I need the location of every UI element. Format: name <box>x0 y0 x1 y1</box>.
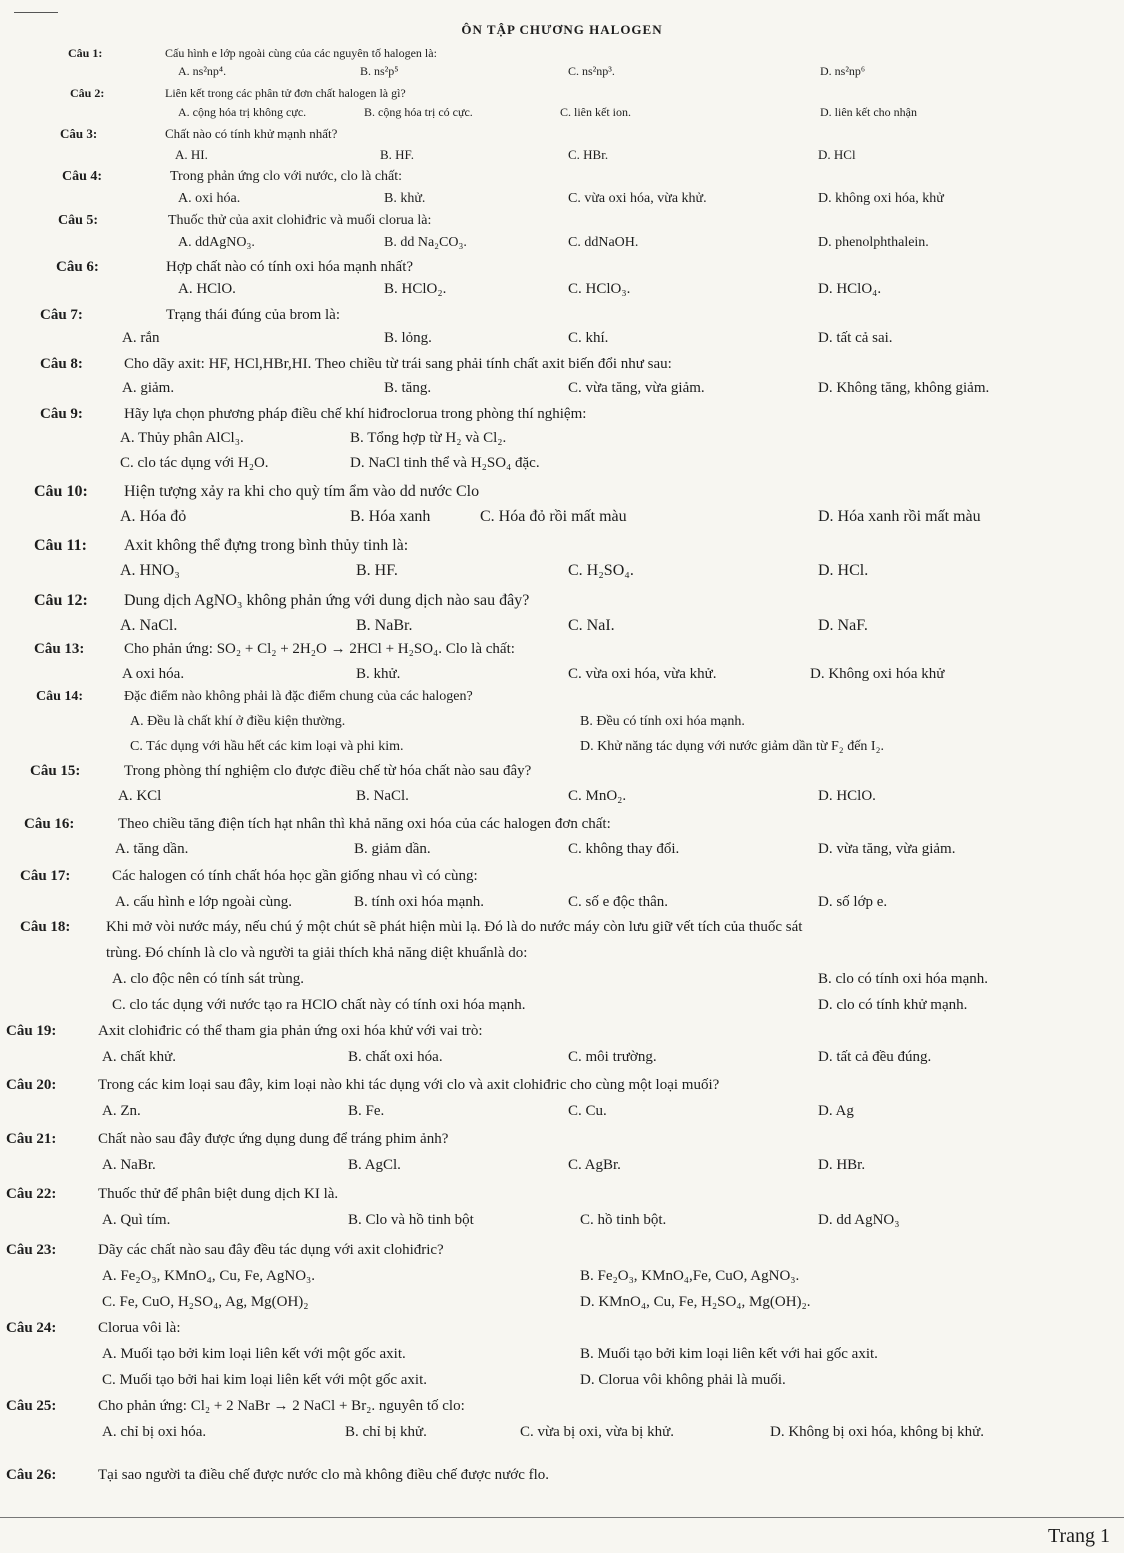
answer-option[interactable]: D. Khử năng tác dụng với nước giảm dần từ F₂ đến I₂. <box>580 739 884 754</box>
question-number: Câu 22: <box>6 1186 57 1202</box>
answer-option[interactable]: A. cộng hóa trị không cực. <box>178 105 307 119</box>
answer-option[interactable]: B. giảm dần. <box>354 841 431 857</box>
answer-option[interactable]: A. clo độc nên có tính sát trùng. <box>112 971 305 987</box>
question-stem: Hãy lựa chọn phương pháp điều chế khí hiđroclorua trong phòng thí nghiệm: <box>124 406 587 422</box>
answer-option[interactable]: B. Fe₂O₃, KMnO₄,Fe, CuO, AgNO₃. <box>580 1268 800 1284</box>
question-number: Câu 26: <box>6 1467 57 1483</box>
answer-option[interactable]: C. Tác dụng với hầu hết các kim loại và phi kim. <box>130 739 404 754</box>
answer-option[interactable]: B. khử. <box>356 666 401 682</box>
answer-option[interactable]: C. Hóa đỏ rồi mất màu <box>480 508 627 525</box>
answer-option[interactable]: C. hồ tinh bột. <box>580 1212 667 1228</box>
question-number: Câu 2: <box>70 86 105 100</box>
question-number: Câu 3: <box>60 126 98 141</box>
answer-option[interactable]: A. Zn. <box>102 1103 141 1119</box>
question-number: Câu 10: <box>34 483 88 500</box>
answer-option[interactable]: C. không thay đổi. <box>568 841 680 857</box>
answer-option[interactable]: C. NaI. <box>568 617 615 634</box>
answer-option[interactable]: A. chỉ bị oxi hóa. <box>102 1424 207 1440</box>
answer-option[interactable]: A. Hóa đỏ <box>120 508 187 525</box>
question-number: Câu 25: <box>6 1398 57 1414</box>
question-stem: Cho phản ứng: SO₂ + Cl₂ + 2H₂O → 2HCl + H₂SO₄. Clo là chất: <box>124 641 515 657</box>
answer-option[interactable]: B. Muối tạo bởi kim loại liên kết với hai gốc axit. <box>580 1346 878 1362</box>
question-stem: Thuốc thử của axit clohiđric và muối clorua là: <box>168 213 432 228</box>
answer-option[interactable]: D. HBr. <box>818 1157 866 1173</box>
worksheet-title: ÔN TẬP CHƯƠNG HALOGEN <box>461 22 663 37</box>
question-stem: Tại sao người ta điều chế được nước clo mà không điều chế được nước flo. <box>98 1467 550 1483</box>
answer-option[interactable]: A. NaBr. <box>102 1157 156 1173</box>
answer-option[interactable]: C. vừa bị oxi, vừa bị khử. <box>520 1424 674 1440</box>
answer-option[interactable]: B. dd Na₂CO₃. <box>384 235 467 250</box>
answer-option[interactable]: A. giảm. <box>122 380 175 396</box>
question-number: Câu 8: <box>40 356 83 372</box>
footer-rule <box>0 1517 1124 1518</box>
question-number: Câu 12: <box>34 592 88 609</box>
question-number: Câu 15: <box>30 763 81 779</box>
answer-option[interactable]: D. Không bị oxi hóa, không bị khử. <box>770 1424 984 1440</box>
question-number: Câu 4: <box>62 169 103 184</box>
answer-option[interactable]: A. HNO₃ <box>120 562 180 579</box>
answer-option[interactable]: C. ns²np³. <box>568 64 615 78</box>
answer-option[interactable]: B. chỉ bị khử. <box>345 1424 427 1440</box>
answer-option[interactable]: C. vừa tăng, vừa giảm. <box>568 380 705 396</box>
answer-option[interactable]: A. Đều là chất khí ở điều kiện thường. <box>130 714 346 729</box>
answer-option[interactable]: C. clo tác dụng với H₂O. <box>120 455 269 471</box>
question-number: Câu 14: <box>36 689 84 704</box>
answer-option[interactable]: A. Thủy phân AlCl₃. <box>120 430 244 446</box>
answer-option[interactable]: C. Muối tạo bởi hai kim loại liên kết với một gốc axit. <box>102 1372 427 1388</box>
answer-option[interactable]: A. tăng dần. <box>115 841 189 857</box>
question-stem: Axit clohiđric có thể tham gia phản ứng oxi hóa khử với vai trò: <box>98 1023 483 1039</box>
question-stem: Khi mở vòi nước máy, nếu chú ý một chút sẽ phát hiện mùi lạ. Đó là do nước máy còn lưu giữ vết tích của thuốc sát <box>106 919 803 935</box>
answer-option[interactable]: D. HClO₄. <box>818 281 882 297</box>
answer-option[interactable]: C. AgBr. <box>568 1157 621 1173</box>
answer-option[interactable]: A. HClO. <box>178 281 236 297</box>
answer-option[interactable]: C. số e độc thân. <box>568 894 668 910</box>
answer-option[interactable]: C. H₂SO₄. <box>568 562 634 579</box>
answer-option[interactable]: C. vừa oxi hóa, vừa khử. <box>568 191 707 206</box>
question-stem: Chất nào sau đây được ứng dụng dung để tráng phim ảnh? <box>98 1131 449 1147</box>
page-number: Trang 1 <box>1047 1525 1110 1547</box>
question-number: Câu 18: <box>20 919 71 935</box>
question-number: Câu 19: <box>6 1023 57 1039</box>
answer-option[interactable]: B. HF. <box>356 562 398 579</box>
question-number: Câu 11: <box>34 537 87 554</box>
answer-option[interactable]: D. phenolphthalein. <box>818 235 929 250</box>
answer-option[interactable]: D. Không oxi hóa khử <box>810 666 945 682</box>
question-stem: Cho phản ứng: Cl₂ + 2 NaBr → 2 NaCl + Br₂. nguyên tố clo: <box>98 1398 465 1414</box>
question-number: Câu 9: <box>40 406 83 422</box>
answer-option[interactable]: D. NaF. <box>818 617 868 634</box>
answer-option[interactable]: D. ns²np⁶ <box>820 64 866 78</box>
answer-option[interactable]: A. oxi hóa. <box>178 191 241 206</box>
answer-option[interactable]: A. rắn <box>122 330 160 346</box>
answer-option[interactable]: C. HClO₃. <box>568 281 631 297</box>
question-number: Câu 20: <box>6 1077 57 1093</box>
answer-option[interactable]: D. tất cả sai. <box>818 330 893 346</box>
question-number: Câu 16: <box>24 816 75 832</box>
answer-option[interactable]: A. Quì tím. <box>102 1212 171 1228</box>
answer-option[interactable]: D. không oxi hóa, khử <box>818 191 944 206</box>
answer-option[interactable]: C. môi trường. <box>568 1049 657 1065</box>
answer-option[interactable]: D. Clorua vôi không phải là muối. <box>580 1372 786 1388</box>
answer-option[interactable]: C. Cu. <box>568 1103 607 1119</box>
answer-option[interactable]: D. dd AgNO₃ <box>818 1212 900 1228</box>
question-stem: Theo chiều tăng điện tích hạt nhân thì khả năng oxi hóa của các halogen đơn chất: <box>118 816 611 832</box>
answer-option[interactable]: B. lỏng. <box>384 330 432 346</box>
answer-option[interactable]: A. Fe₂O₃, KMnO₄, Cu, Fe, AgNO₃. <box>102 1268 316 1284</box>
question-number: Câu 24: <box>6 1320 57 1336</box>
answer-option[interactable]: B. Tổng hợp từ H₂ và Cl₂. <box>350 430 507 446</box>
answer-option[interactable]: B. tính oxi hóa mạnh. <box>354 894 484 910</box>
answer-option[interactable]: B. NaCl. <box>356 788 409 804</box>
answer-option[interactable]: D. NaCl tinh thể và H₂SO₄ đặc. <box>350 455 540 471</box>
answer-option[interactable]: A. ddAgNO₃. <box>178 235 255 250</box>
answer-option[interactable]: A. ns²np⁴. <box>178 64 227 78</box>
question-stem: Cho dãy axit: HF, HCl,HBr,HI. Theo chiều từ trái sang phải tính chất axit biến đổi như sau: <box>124 356 672 372</box>
question-stem: Các halogen có tính chất hóa học gần giống nhau vì có cùng: <box>112 868 478 884</box>
question-stem: Hợp chất nào có tính oxi hóa mạnh nhất? <box>166 259 414 275</box>
question-stem: Axit không thể đựng trong bình thủy tinh là: <box>124 537 409 554</box>
question-stem: Thuốc thử để phân biệt dung dịch KI là. <box>98 1186 339 1202</box>
answer-option[interactable]: C. HBr. <box>568 147 609 162</box>
answer-option[interactable]: A. Muối tạo bởi kim loại liên kết với một gốc axit. <box>102 1346 406 1362</box>
answer-option[interactable]: C. Fe, CuO, H₂SO₄, Ag, Mg(OH)₂ <box>102 1294 309 1310</box>
answer-option[interactable]: A. HI. <box>175 147 208 162</box>
question-stem: Trong phòng thí nghiệm clo được điều chế từ hóa chất nào sau đây? <box>124 763 532 779</box>
answer-option[interactable]: A. chất khử. <box>102 1049 176 1065</box>
answer-option[interactable]: C. vừa oxi hóa, vừa khử. <box>568 666 717 682</box>
top-mark <box>14 12 58 13</box>
question-number: Câu 1: <box>68 46 103 60</box>
answer-option[interactable]: C. ddNaOH. <box>568 235 639 250</box>
answer-option[interactable]: B. Hóa xanh <box>350 508 431 525</box>
question-stem-continued: trùng. Đó chính là clo và người ta giải thích khả năng diệt khuẩnlà do: <box>106 945 528 961</box>
question-stem: Cấu hình e lớp ngoài cùng của các nguyên tố halogen là: <box>165 46 437 60</box>
answer-option[interactable]: B. Đều có tính oxi hóa mạnh. <box>580 714 745 729</box>
answer-option[interactable]: B. cộng hóa trị có cực. <box>364 105 473 119</box>
answer-option[interactable]: B. HF. <box>380 147 414 162</box>
answer-option[interactable]: C. liên kết ion. <box>560 105 631 119</box>
answer-option[interactable]: B. chất oxi hóa. <box>348 1049 443 1065</box>
answer-option[interactable]: D. vừa tăng, vừa giảm. <box>818 841 956 857</box>
answer-option[interactable]: D. tất cả đều đúng. <box>818 1049 932 1065</box>
question-stem: Trong phản ứng clo với nước, clo là chất: <box>170 169 403 184</box>
answer-option[interactable]: D. Không tăng, không giảm. <box>818 380 990 396</box>
question-stem: Dãy các chất nào sau đây đều tác dụng với axit clohiđric? <box>98 1242 444 1258</box>
answer-option[interactable]: A. KCl <box>118 788 162 804</box>
answer-option[interactable]: A. NaCl. <box>120 617 178 634</box>
question-number: Câu 13: <box>34 641 85 657</box>
question-number: Câu 5: <box>58 213 99 228</box>
answer-option[interactable]: D. Ag <box>818 1103 854 1119</box>
answer-option[interactable]: B. NaBr. <box>356 617 413 634</box>
answer-option[interactable]: B. tăng. <box>384 380 432 396</box>
question-number: Câu 17: <box>20 868 71 884</box>
question-stem: Trạng thái đúng của brom là: <box>166 307 341 323</box>
question-stem: Clorua vôi là: <box>98 1320 181 1336</box>
question-stem: Đặc điểm nào không phải là đặc điểm chung của các halogen? <box>124 689 473 704</box>
question-stem: Chất nào có tính khử mạnh nhất? <box>165 126 338 141</box>
answer-option[interactable]: A. cấu hình e lớp ngoài cùng. <box>115 894 293 910</box>
answer-option[interactable]: D. HCl. <box>818 562 869 579</box>
question-stem: Trong các kim loại sau đây, kim loại nào khi tác dụng với clo và axit clohiđric cho cùng một loại muối? <box>98 1077 720 1093</box>
question-number: Câu 21: <box>6 1131 57 1147</box>
question-number: Câu 7: <box>40 307 83 323</box>
answer-option[interactable]: B. Clo và hồ tinh bột <box>348 1212 474 1228</box>
answer-option[interactable]: D. Hóa xanh rồi mất màu <box>818 508 981 525</box>
question-stem: Hiện tượng xảy ra khi cho quỳ tím ẩm vào dd nước Clo <box>124 483 480 500</box>
answer-option[interactable]: A oxi hóa. <box>122 666 185 682</box>
question-stem: Liên kết trong các phân tử đơn chất halogen là gì? <box>165 86 406 100</box>
answer-option[interactable]: D. HClO. <box>818 788 876 804</box>
answer-option[interactable]: D. số lớp e. <box>818 894 888 910</box>
question-stem: Dung dịch AgNO₃ không phản ứng với dung dịch nào sau đây? <box>124 592 530 609</box>
answer-option[interactable]: B. Fe. <box>348 1103 385 1119</box>
answer-option[interactable]: D. clo có tính khử mạnh. <box>818 997 968 1013</box>
answer-option[interactable]: B. clo có tính oxi hóa mạnh. <box>818 971 988 987</box>
answer-option[interactable]: C. clo tác dụng với nước tạo ra HClO chất này có tính oxi hóa mạnh. <box>112 997 526 1013</box>
answer-option[interactable]: B. HClO₂. <box>384 281 447 297</box>
answer-option[interactable]: D. HCl <box>818 147 856 162</box>
question-number: Câu 23: <box>6 1242 57 1258</box>
answer-option[interactable]: C. MnO₂. <box>568 788 627 804</box>
question-number: Câu 6: <box>56 259 99 275</box>
answer-option[interactable]: B. AgCl. <box>348 1157 401 1173</box>
answer-option[interactable]: B. khử. <box>384 191 426 206</box>
answer-option[interactable]: B. ns²p⁵ <box>360 64 399 78</box>
answer-option[interactable]: D. liên kết cho nhận <box>820 105 917 119</box>
answer-option[interactable]: D. KMnO₄, Cu, Fe, H₂SO₄, Mg(OH)₂. <box>580 1294 811 1310</box>
answer-option[interactable]: C. khí. <box>568 330 609 346</box>
